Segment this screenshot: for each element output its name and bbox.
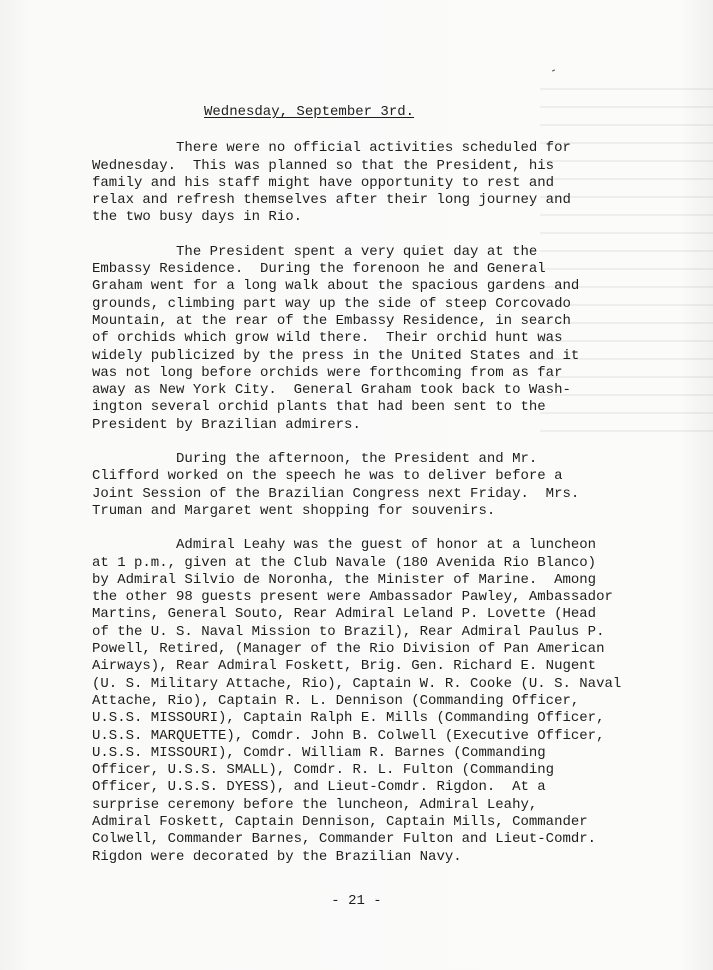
text-line: U.S.S. MARQUETTE), Comdr. John B. Colwell (Executive Officer, — [92, 727, 605, 744]
page-number: - 21 - — [331, 893, 382, 909]
text-line: During the afternoon, the President and Mr. — [92, 451, 538, 468]
paragraph — [92, 140, 612, 226]
text-line: at 1 p.m., given at the Club Navale (180 Avenida Rio Blanco) — [92, 554, 597, 571]
text-line: Truman and Margaret went shopping for souvenirs. — [92, 502, 496, 519]
paragraph — [92, 537, 622, 866]
text-line: relax and refresh themselves after their long journey and — [92, 192, 571, 209]
text-line: Martins, General Souto, Rear Admiral Leland P. Lovette (Head — [92, 606, 597, 623]
date-heading: Wednesday, September 3rd. — [204, 104, 415, 120]
text-line: the other 98 guests present were Ambassador Pawley, Ambassador — [92, 589, 613, 606]
text-line: by Admiral Silvio de Noronha, the Minister of Marine. Among — [92, 571, 597, 588]
text-line: Officer, U.S.S. SMALL), Comdr. R. L. Fulton (Commanding — [92, 762, 555, 779]
text-line: There were no official activities scheduled for — [92, 140, 571, 157]
text-line: U.S.S. MISSOURI), Captain Ralph E. Mills (Commanding Officer, — [92, 710, 605, 727]
text-line: of the U. S. Naval Mission to Brazil), Rear Admiral Paulus P. — [92, 623, 605, 640]
text-line: the two busy days in Rio. — [92, 209, 303, 226]
text-line: Colwell, Commander Barnes, Commander Fulton and Lieut-Comdr. — [92, 831, 597, 848]
paper-speck — [552, 69, 555, 71]
text-line: surprise ceremony before the luncheon, Admiral Leahy, — [92, 796, 538, 813]
text-line: grounds, climbing part way up the side of steep Corcovado — [92, 295, 571, 312]
text-line: (U. S. Military Attache, Rio), Captain W. R. Cooke (U. S. Naval — [92, 675, 622, 692]
text-line: U.S.S. MISSOURI), Comdr. William R. Barnes (Commanding — [92, 744, 546, 761]
text-line: Powell, Retired, (Manager of the Rio Division of Pan American — [92, 641, 605, 658]
text-line: was not long before orchids were forthcoming from as far — [92, 364, 563, 381]
text-line: ington several orchid plants that had been sent to the — [92, 399, 546, 416]
document-body — [92, 104, 622, 883]
text-line: Admiral Foskett, Captain Dennison, Captain Mills, Commander — [92, 813, 588, 830]
text-line: widely publicized by the press in the United States and it — [92, 347, 580, 364]
paragraph — [92, 244, 612, 434]
text-line: of orchids which grow wild there. Their orchid hunt was — [92, 330, 563, 347]
text-line: Graham went for a long walk about the spacious gardens and — [92, 278, 580, 295]
text-line: President by Brazilian admirers. — [92, 416, 361, 433]
text-line: Wednesday. This was planned so that the President, his — [92, 157, 555, 174]
text-line: Embassy Residence. During the forenoon he and General — [92, 261, 546, 278]
text-line: Airways), Rear Admiral Foskett, Brig. Gen. Richard E. Nugent — [92, 658, 597, 675]
text-line: Mountain, at the rear of the Embassy Residence, in search — [92, 312, 571, 329]
text-line: Clifford worked on the speech he was to deliver before a — [92, 468, 563, 485]
text-line: family and his staff might have opportunity to rest and — [92, 174, 555, 191]
text-line: The President spent a very quiet day at the — [92, 243, 538, 260]
text-line: Joint Session of the Brazilian Congress next Friday. Mrs. — [92, 485, 580, 502]
paragraph — [92, 451, 612, 520]
text-line: Rigdon were decorated by the Brazilian Navy. — [92, 848, 462, 865]
text-line: away as New York City. General Graham took back to Wash- — [92, 382, 571, 399]
paragraphs — [92, 140, 622, 866]
text-line: Officer, U.S.S. DYESS), and Lieut-Comdr. Rigdon. At a — [92, 779, 546, 796]
text-line: Admiral Leahy was the guest of honor at a luncheon — [92, 537, 597, 554]
text-line: Attache, Rio), Captain R. L. Dennison (Commanding Officer, — [92, 692, 580, 709]
